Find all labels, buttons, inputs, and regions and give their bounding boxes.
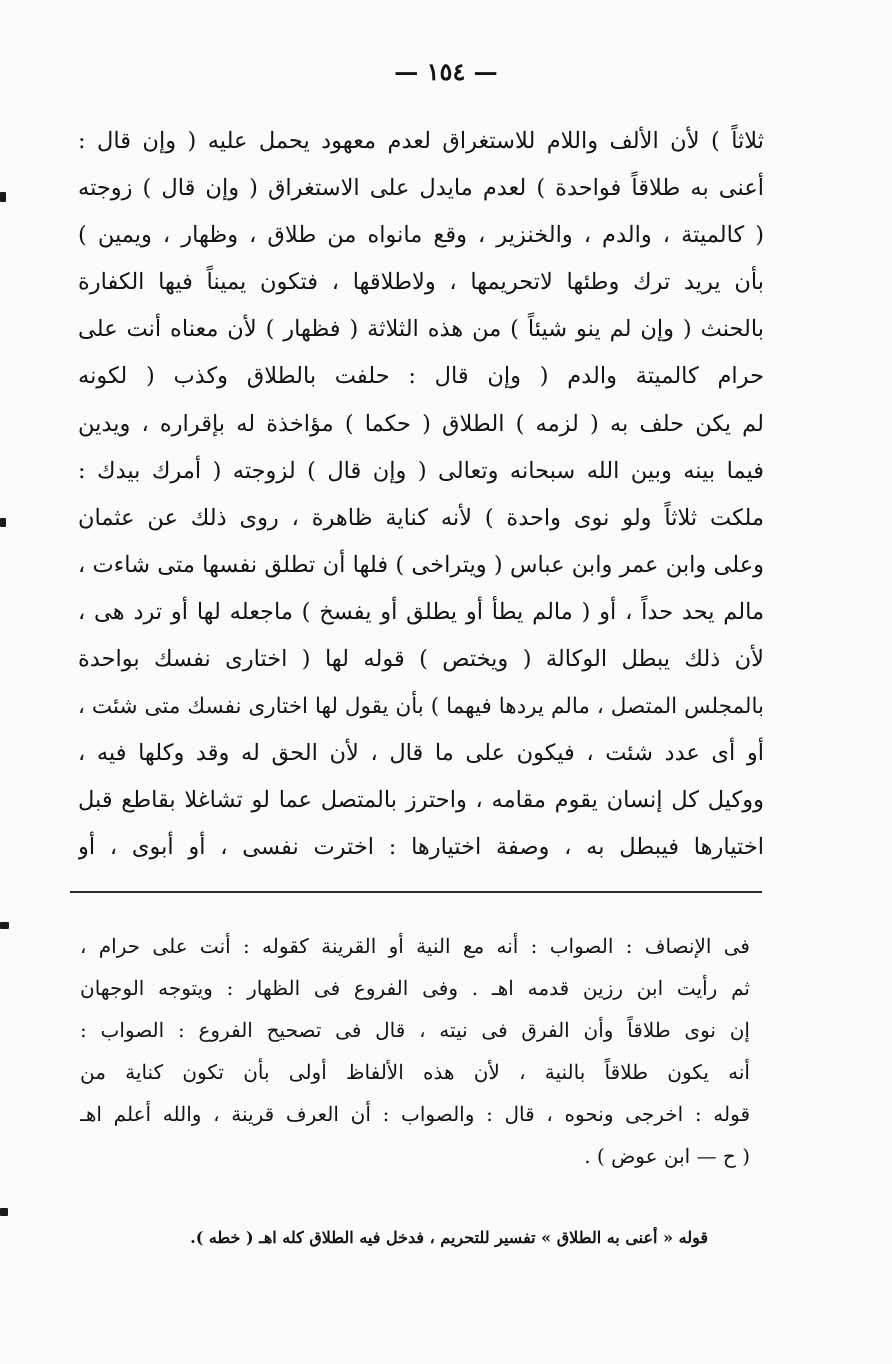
text-line: لم يكن حلف به ( لزمه ) الطلاق ( حكما ) مؤاخذة له بإقراره ، ويدين	[78, 410, 764, 437]
footnote-line: ثم رأيت ابن رزين قدمه اهـ . وفى الفروع فى الظهار : ويتوجه الوجهان	[80, 976, 750, 1000]
text-line: بالحنث ( وإن لم ينو شيئاً ) من هذه الثلاثة ( فظهار ) لأن معناه أنت على	[78, 316, 764, 343]
footnote-line: إن نوى طلاقاً وأن الفرق فى نيته ، قال فى تصحيح الفروع : الصواب :	[80, 1018, 750, 1042]
footnote-line: فى الإنصاف : الصواب : أنه مع النية أو القرينة كقوله : أنت على حرام ،	[80, 934, 750, 958]
scan-edge-mark	[0, 922, 9, 929]
text-line: حرام كالميتة والدم ( وإن قال : حلفت بالطلاق وكذب ( لكونه	[78, 363, 764, 390]
text-line: وعلى وابن عمر وابن عباس ( ويتراخى ) فلها أن تطلق نفسها متى شاءت ،	[78, 551, 764, 578]
text-line: فيما بينه وبين الله سبحانه وتعالى ( وإن قال ) لزوجته ( أمرك بيدك :	[78, 457, 764, 484]
footnote-attribution: ( ح — ابن عوض ) .	[584, 1144, 750, 1168]
text-line: اختيارها فيبطل به ، وصفة اختيارها : اخترت نفسى ، أو أبوى ، أو	[78, 834, 764, 861]
footnote-line: قوله : اخرجى ونحوه ، قال : والصواب : أن العرف قرينة ، والله أعلم اهـ	[80, 1102, 750, 1126]
text-line: ( كالميتة ، والدم ، والخنزير ، وقع مانواه من طلاق ، وظهار ، ويمين )	[78, 222, 764, 249]
text-line: ثلاثاً ) لأن الألف واللام للاستغراق لعدم معهود يحمل عليه ( وإن قال :	[78, 128, 764, 154]
scan-edge-mark	[0, 1208, 8, 1216]
text-line: أعنى به طلاقاً فواحدة ) لعدم مايدل على الاستغراق ( وإن قال ) زوجته	[78, 175, 764, 202]
text-line: بأن يريد ترك وطئها لاتحريمها ، ولاطلاقها ، فتكون يميناً فيها الكفارة	[78, 269, 764, 296]
footnote-line: أنه يكون طلاقاً بالنية ، لأن هذه الألفاظ أولى بأن تكون كناية من	[80, 1060, 750, 1084]
scan-edge-mark	[0, 192, 6, 202]
text-line: أو أى عدد شئت ، فيكون على ما قال ، لأن الحق له وقد وكلها فيه ،	[78, 740, 764, 767]
text-line: ووكيل كل إنسان يقوم مقامه ، واحترز بالمتصل عما لو تشاغلا بقاطع قبل	[78, 787, 764, 814]
text-line: بالمجلس المتصل ، مالم يردها فيهما ) بأن يقول لها اختارى نفسك متى شئت ،	[78, 694, 764, 720]
text-line: ملكت ثلاثاً ولو نوى واحدة ) لأنه كناية ظاهرة ، روى ذلك عن عثمان	[78, 504, 764, 531]
scan-edge-mark	[0, 518, 6, 527]
footnote-separator	[70, 891, 762, 893]
margin-note-text: قوله « أعنى به الطلاق » تفسير للتحريم ، فدخل فيه الطلاق كله اهـ ( خطه ).	[190, 1228, 708, 1247]
page-number: — ١٥٤ —	[394, 57, 498, 86]
text-line: مالم يحد حداً ، أو ( مالم يطأ أو يطلق أو يفسخ ) ماجعله لها أو ترد هى ،	[78, 598, 764, 625]
text-line: لأن ذلك يبطل الوكالة ( ويختص ) قوله لها ( اختارى نفسك بواحدة	[78, 646, 764, 673]
footnotes	[80, 925, 750, 1177]
main-text	[78, 118, 764, 872]
